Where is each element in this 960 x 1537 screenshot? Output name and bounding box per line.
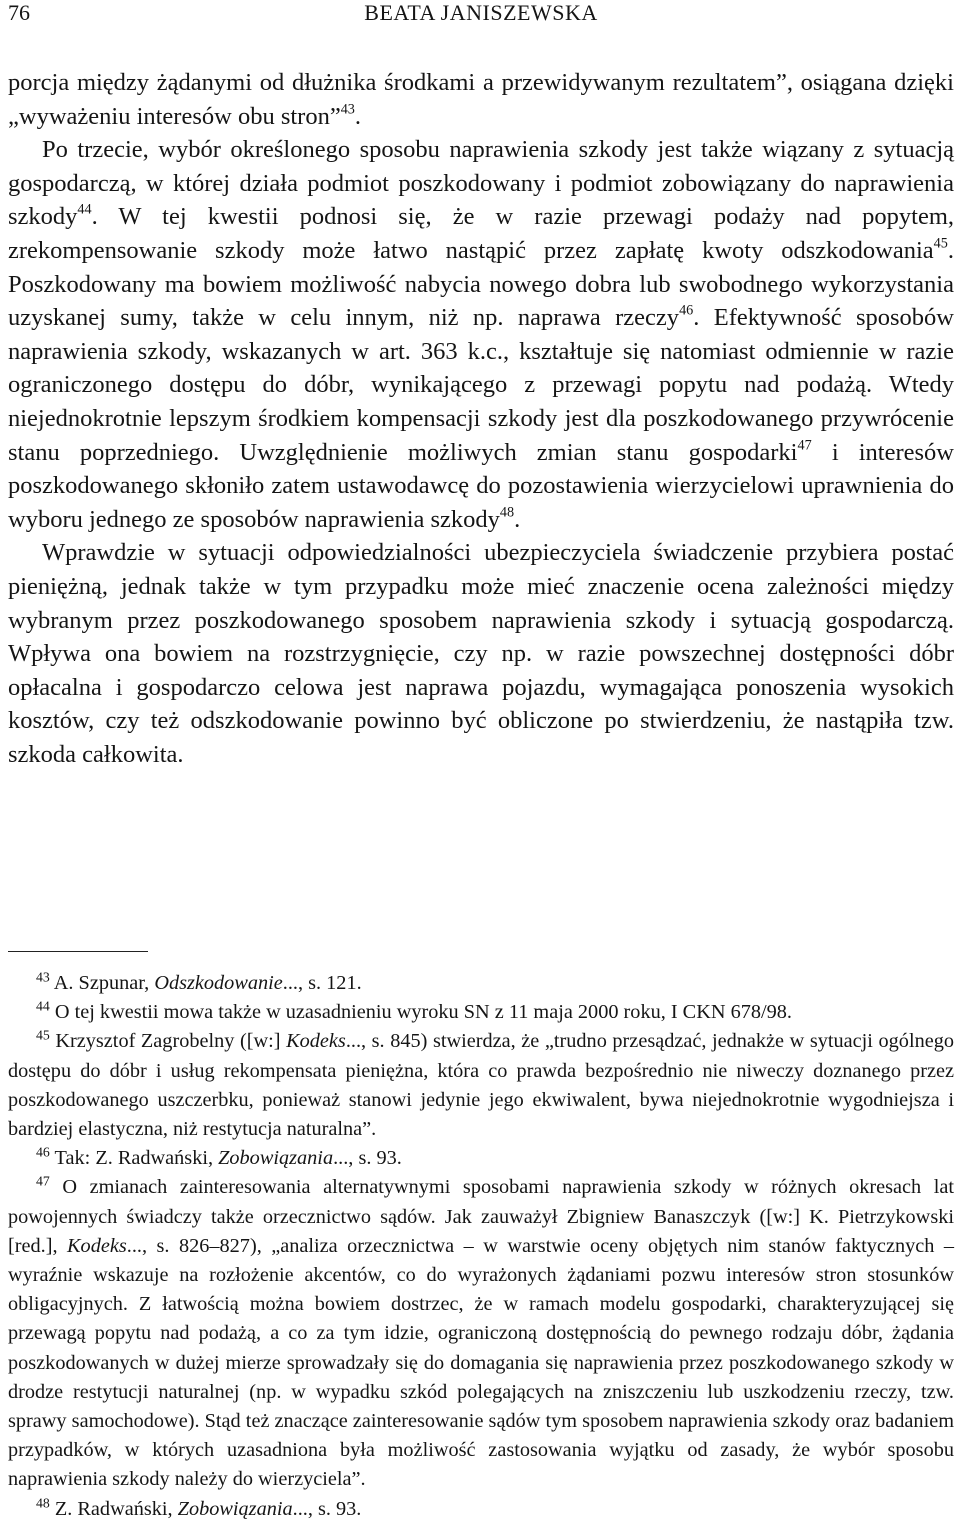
running-title: BEATA JANISZEWSKA bbox=[364, 0, 598, 25]
text-run: . Efektywność sposobów naprawienia szkody, wskazanych w art. 363 k.c., kształtuje się natomiast odmiennie w razie ograniczonego dostępu do dóbr, wynikającego z przewagi popytu nad podażą. Wtedy niejednokrotnie lepszym środkiem kompensacji szkody jest dla poszkodowanego przywrócenie stanu poprzedniego. Uwzględnienie możliwych zmian stanu gospodarki bbox=[8, 304, 955, 466]
text-run: . Poszkodowany ma bowiem możliwość nabycia nowego dobra lub swobodnego wykorzystania uzyskanej sumy, także w celu innym, niż np. naprawa rzeczy bbox=[8, 236, 954, 332]
footnote-ref-45[interactable]: 45 bbox=[933, 235, 948, 252]
footnote-title: Kodeks bbox=[286, 1030, 346, 1053]
footnote-title: Zobowiązania bbox=[218, 1147, 334, 1170]
footnote-text: ..., s. 826–827), „analiza orzecznictwa – w warstwie oceny objętych nim stanów faktycznych – wyraźnie wskazuje na rozłożenie akcentów, co do wyrażonych żądaniami pozwu interesów stron stosunków obligacyjnych. Z łatwością można bowiem dostrzec, że w ramach modelu gospodarki, charakteryzującej się przewagą popytu nad podażą, a co za tym idzie, ograniczoną dostępnością do pewnego rodzaju dóbr, żądania poszkodowanych w dużej mierze sprowadzały się do domagania się naprawienia przez poszkodowanego szkody w drodze restytucji naturalnej (np. w wypadku szkód polegających na zniszczeniu lub uszkodzeniu rzeczy, tzw. sprawy samochodowe). Stąd też znaczące zainteresowanie sądów tym sposobem naprawienia szkody oraz badaniem przypadków, w których uzasadniona była możliwość zastosowania wyjątku od zasady, że wybór sposobu naprawienia szkody należy do wierzyciela”. bbox=[8, 1234, 954, 1491]
page-number: 76 bbox=[8, 0, 30, 25]
text-run: . W tej kwestii podnosi się, że w razie przewagi podaży nad popytem, zrekompensowanie szkody może łatwo nastąpić przez zapłatę kwoty odszkodowania bbox=[8, 203, 954, 264]
paragraph-2 bbox=[8, 133, 954, 536]
text-run: . bbox=[514, 505, 521, 533]
footnote-ref-48[interactable]: 48 bbox=[499, 504, 515, 521]
paragraph-1 bbox=[8, 66, 954, 133]
footnote-text: Krzysztof Zagrobelny ([w:] bbox=[49, 1030, 287, 1053]
footnote-47 bbox=[8, 1173, 954, 1494]
footnote-title: Zobowiązania bbox=[177, 1497, 293, 1520]
text-run: . bbox=[354, 102, 362, 130]
paragraph-3: Wprawdzie w sytuacji odpowiedzialności ubezpieczyciela świadczenie przybiera postać pieniężną, jednak także w tym przypadku może mieć znaczenie ocena zależności między wybranym przez poszkodowanego sposobem naprawienia szkody i sytuacją gospodarczą. Wpływa ona bowiem na rozstrzygnięcie, czy np. w razie powszechnej dostępności dóbr opłacalna i gospodarczo celowa jest naprawa pojazdu, wymagająca ponoszenia wysokich kosztów, czy też odszkodowanie powinno być obliczone po stwierdzeniu, że nastąpiła tzw. szkoda całkowita. bbox=[8, 539, 954, 768]
footnote-number: 46 bbox=[36, 1144, 50, 1160]
footnote-number: 47 bbox=[36, 1173, 50, 1189]
footnote-separator bbox=[8, 951, 148, 952]
footnote-number: 45 bbox=[36, 1027, 50, 1043]
page-header bbox=[8, 0, 954, 33]
footnote-text: ..., s. 93. bbox=[292, 1497, 362, 1520]
footnote-46 bbox=[8, 1144, 954, 1173]
main-text bbox=[8, 66, 954, 771]
footnote-ref-43[interactable]: 43 bbox=[340, 100, 355, 117]
footnote-number: 48 bbox=[36, 1495, 50, 1511]
footnote-48 bbox=[8, 1495, 954, 1524]
footnote-44 bbox=[8, 998, 954, 1027]
footnote-text: ..., s. 93. bbox=[333, 1147, 402, 1170]
footnote-ref-44[interactable]: 44 bbox=[77, 201, 92, 218]
footnote-text: A. Szpunar, bbox=[49, 972, 155, 994]
footnote-text: Z. Radwański, bbox=[49, 1497, 178, 1520]
footnote-title: Odszkodowanie bbox=[154, 972, 283, 994]
footnote-text: O tej kwestii mowa także w uzasadnieniu wyroku SN z 11 maja 2000 roku, I CKN 678/98. bbox=[49, 1001, 792, 1024]
footnote-45 bbox=[8, 1027, 954, 1144]
text-run: Po trzecie, wybór określonego sposobu naprawienia szkody jest także wiązany z sytuacją gospodarczą, w której działa podmiot poszkodowany i podmiot zobowiązany do naprawienia szkody bbox=[8, 136, 954, 231]
footnote-number: 44 bbox=[36, 998, 50, 1014]
footnote-title: Kodeks bbox=[67, 1234, 127, 1257]
footnote-number: 43 bbox=[36, 969, 50, 985]
footnote-ref-46[interactable]: 46 bbox=[679, 302, 694, 319]
footnote-text: Tak: Z. Radwański, bbox=[49, 1147, 219, 1170]
footnote-43 bbox=[8, 969, 954, 998]
footnote-text: ..., s. 121. bbox=[282, 972, 362, 994]
footnote-text: O zmianach zainteresowania alternatywnymi sposobami naprawienia szkody w różnych okresach lat powojennych świadczy także orzecznictwo sądów. Jak zauważył Zbigniew Banaszczyk ([w:] K. Pietrzykowski [red.], bbox=[8, 1176, 954, 1257]
text-run: porcja między żądanymi od dłużnika środkami a przewidywanym rezultatem”, osiągana dzięki „wyważeniu interesów obu stron” bbox=[8, 69, 954, 130]
footnote-text: ..., s. 845) stwierdza, że „trudno przesądzać, jednakże w sytuacji ogólnego dostępu do dóbr i usług rekompensata pieniężna, która co prawda bezpośrednio nie niweczy doznanego przez poszkodowanego uszczerbku, ponieważ stanowi jedynie jego ekwiwalent, bywa niejednokrotnie wygodniejsza i bardziej elastyczna, niż restytucja naturalna”. bbox=[8, 1030, 954, 1141]
footnote-ref-47[interactable]: 47 bbox=[797, 436, 812, 453]
footnotes bbox=[8, 969, 954, 1524]
text-run: i interesów poszkodowanego skłoniło zatem ustawodawcę do pozostawienia wierzycielowi uprawnienia do wyboru jednego ze sposobów naprawienia szkody bbox=[8, 438, 954, 533]
